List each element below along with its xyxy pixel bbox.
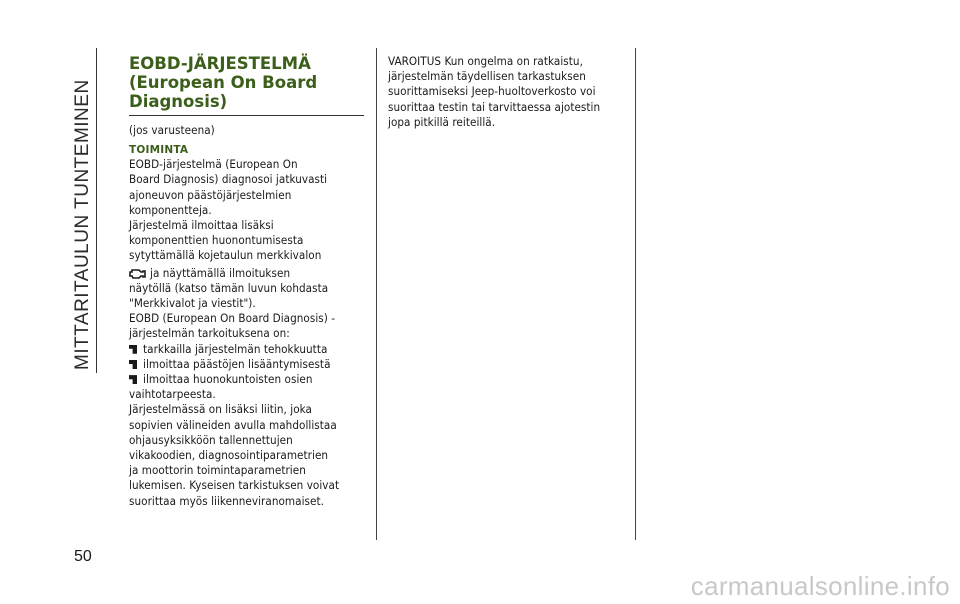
page-number: 50 (74, 548, 92, 565)
paragraph-2 (129, 218, 364, 264)
text-line: komponenttien huonontumisesta (129, 233, 304, 248)
text-line: Järjestelmä ilmoittaa lisäksi (129, 218, 274, 233)
text-line: EOBD-järjestelmä (European On (129, 157, 298, 172)
section-heading (129, 54, 364, 116)
column-left (129, 54, 364, 509)
bullet-icon (129, 375, 137, 384)
column-middle (388, 54, 628, 130)
watermark: carmanualsonline.info (690, 571, 950, 601)
text-line: "Merkkivalot ja viestit"). (129, 296, 256, 311)
text-line: Board Diagnosis) diagnosoi jatkuvasti (129, 172, 328, 187)
heading-line: Diagnosis) (129, 92, 228, 111)
text-line: Järjestelmässä on lisäksi liitin, joka (129, 402, 312, 417)
list-item: ilmoittaa huonokuntoisten osien (129, 372, 364, 387)
bullet-icon (129, 360, 137, 369)
bullet-continuation: vaihtotarpeesta. (129, 387, 216, 402)
side-divider (96, 48, 97, 373)
text-line: suorittamiseksi Jeep-huoltoverkosto voi (388, 84, 596, 99)
text-line: lukemisen. Kyseisen tarkistuksen voivat (129, 478, 340, 493)
heading-line: (European On Board (129, 73, 318, 92)
side-title: MITTARITAULUN TUNTEMINEN (72, 79, 93, 370)
paragraph-3 (129, 281, 364, 311)
column-divider-1 (376, 48, 377, 540)
bullet-icon (129, 345, 137, 354)
text-line: järjestelmän täydellisen tarkastuksen (388, 69, 586, 84)
text-line: ja näyttämällä ilmoituksen (150, 265, 291, 280)
heading-line: EOBD-JÄRJESTELMÄ (129, 54, 311, 73)
text-line: EOBD (European On Board Diagnosis) - (129, 311, 336, 326)
text-line: näytöllä (katso tämän luvun kohdasta (129, 280, 329, 295)
text-line: järjestelmän tarkoituksena on: (129, 326, 290, 341)
text-line: jopa pitkillä reiteillä. (388, 114, 496, 129)
column-divider-2 (635, 48, 636, 540)
text-line: sytyttämällä kojetaulun merkkivalon (129, 248, 322, 263)
list-item: ilmoittaa päästöjen lisääntymisestä (129, 357, 364, 372)
icon-line (129, 266, 364, 281)
text-line: sopivien välineiden avulla mahdollistaa (129, 417, 337, 432)
intro-text: (jos varusteena) (129, 123, 215, 137)
text-line: ja moottorin toimintaparametrien (129, 463, 306, 478)
paragraph-4 (129, 311, 364, 341)
list-item: tarkkailla järjestelmän tehokkuutta (129, 342, 364, 357)
text-line: suorittaa myös liikenneviranomaiset. (129, 493, 324, 508)
text-line: komponentteja. (129, 202, 212, 217)
engine-icon (129, 267, 146, 280)
text-line: ohjausyksikköön tallennettujen (129, 432, 293, 447)
text-line: suorittaa testin tai tarvittaessa ajotestin (388, 99, 601, 114)
text-line: VAROITUS Kun ongelma on ratkaistu, (388, 54, 583, 68)
paragraph-1 (129, 157, 364, 218)
paragraph-5 (129, 402, 364, 508)
subheading: TOIMINTA (129, 144, 189, 157)
warning-paragraph (388, 54, 628, 130)
text-line: vikakoodien, diagnosointiparametrien (129, 448, 329, 463)
text-line: ajoneuvon päästöjärjestelmien (129, 187, 292, 202)
